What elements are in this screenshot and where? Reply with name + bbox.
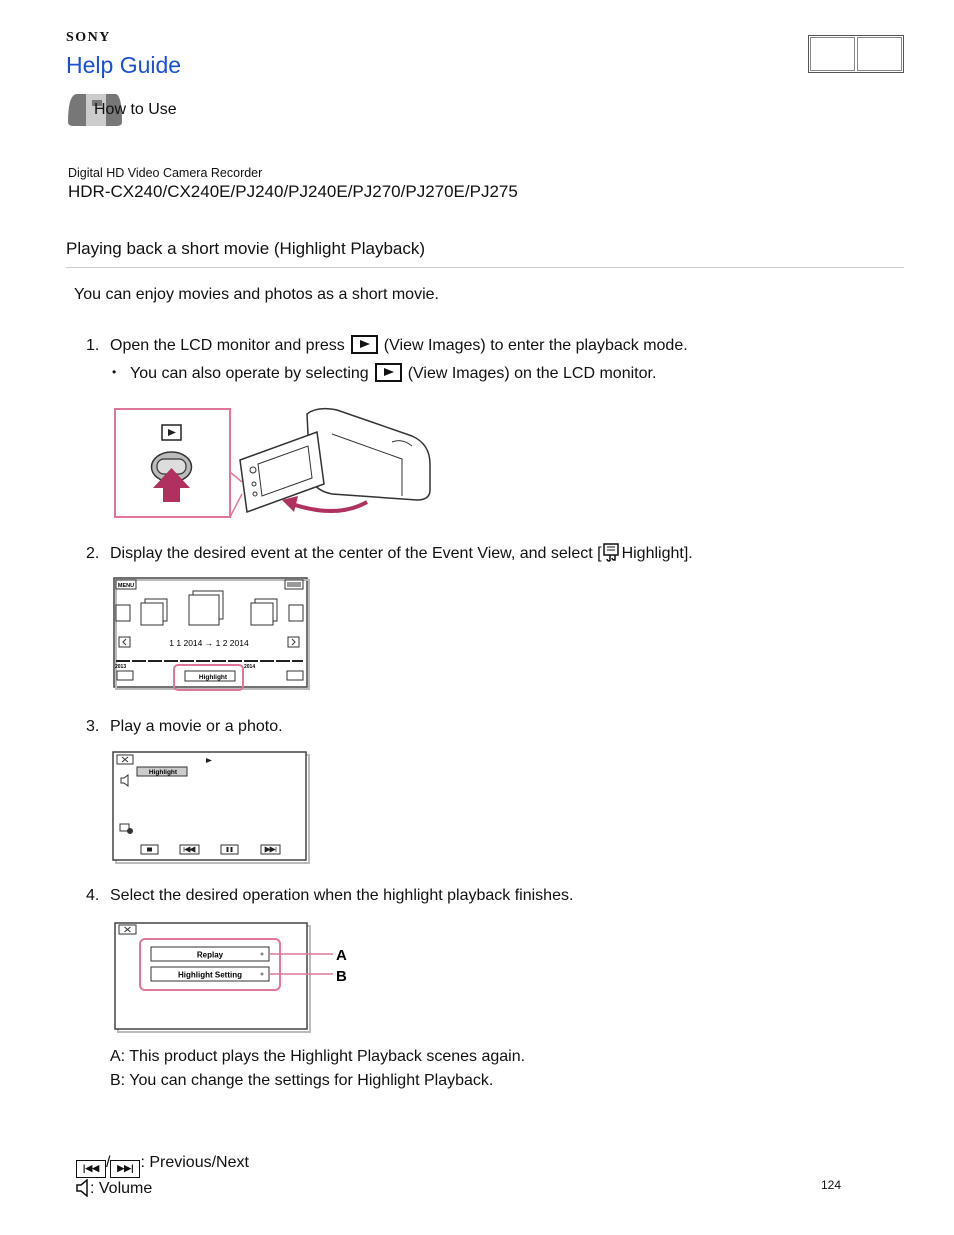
- switch-icon[interactable]: [287, 671, 303, 680]
- intro-text: You can enjoy movies and photos as a short movie.: [74, 286, 439, 303]
- page-number: 124: [821, 1178, 842, 1192]
- step-1-bullet: • You can also operate by selecting (View Images) on the LCD monitor.: [112, 365, 657, 382]
- step-1: 1. Open the LCD monitor and press (View Images) to enter the playback mode.: [86, 337, 688, 354]
- scroll-right-button[interactable]: [288, 637, 299, 647]
- view-images-icon: [351, 335, 378, 354]
- event-view-screen: [111, 575, 311, 695]
- note-b: B: You can change the settings for Highlight Playback.: [110, 1072, 494, 1089]
- step-2: 2. Display the desired event at the center of the Event View, and select [ Highlight].: [86, 545, 693, 562]
- end-options-screen: [112, 920, 352, 1034]
- previous-icon: |◀◀: [76, 1160, 106, 1178]
- view-images-icon: [375, 363, 402, 382]
- help-guide-link[interactable]: Help Guide: [66, 52, 182, 78]
- svg-text:Highlight: Highlight: [148, 769, 178, 776]
- playback-icon[interactable]: [117, 671, 133, 680]
- playback-screen: [111, 750, 311, 866]
- svg-text:2013: 2013: [115, 664, 127, 670]
- legend-volume: : Volume: [76, 1179, 152, 1198]
- step-3: 3. Play a movie or a photo.: [86, 718, 283, 735]
- scroll-left-button[interactable]: [119, 637, 130, 647]
- menu-button[interactable]: MENU: [117, 583, 135, 589]
- camera-illustration: [112, 404, 434, 522]
- event-date-range: 1 1 2014 → 1 2 2014: [169, 638, 249, 648]
- svg-text:Highlight: Highlight: [198, 674, 228, 681]
- note-a: A: This product plays the Highlight Playback scenes again.: [110, 1048, 526, 1065]
- step-4: 4. Select the desired operation when the highlight playback finishes.: [86, 887, 574, 904]
- section-label: How to Use: [94, 101, 177, 118]
- nav-buttons: [808, 35, 904, 73]
- title-divider: [66, 267, 904, 268]
- highlight-icon: [603, 543, 621, 563]
- sony-logo: SONY: [66, 30, 111, 45]
- svg-text:Highlight Setting: Highlight Setting: [178, 970, 242, 980]
- next-icon: ▶▶|: [110, 1160, 140, 1178]
- volume-icon: [76, 1179, 90, 1197]
- svg-text:2014: 2014: [244, 664, 256, 670]
- svg-text:Replay: Replay: [196, 950, 224, 960]
- product-models: HDR-CX240/CX240E/PJ240/PJ240E/PJ270/PJ270E/PJ275: [68, 182, 518, 201]
- pause-button[interactable]: [221, 845, 238, 854]
- legend-prev-next: |◀◀ / ▶▶| : Previous/Next: [76, 1154, 249, 1178]
- callout-a: A: [336, 947, 347, 964]
- callout-b: B: [336, 968, 347, 985]
- product-category: Digital HD Video Camera Recorder: [68, 166, 263, 180]
- nav-next-button[interactable]: [857, 37, 902, 71]
- page-title: Playing back a short movie (Highlight Playback): [66, 239, 426, 258]
- nav-prev-button[interactable]: [810, 37, 855, 71]
